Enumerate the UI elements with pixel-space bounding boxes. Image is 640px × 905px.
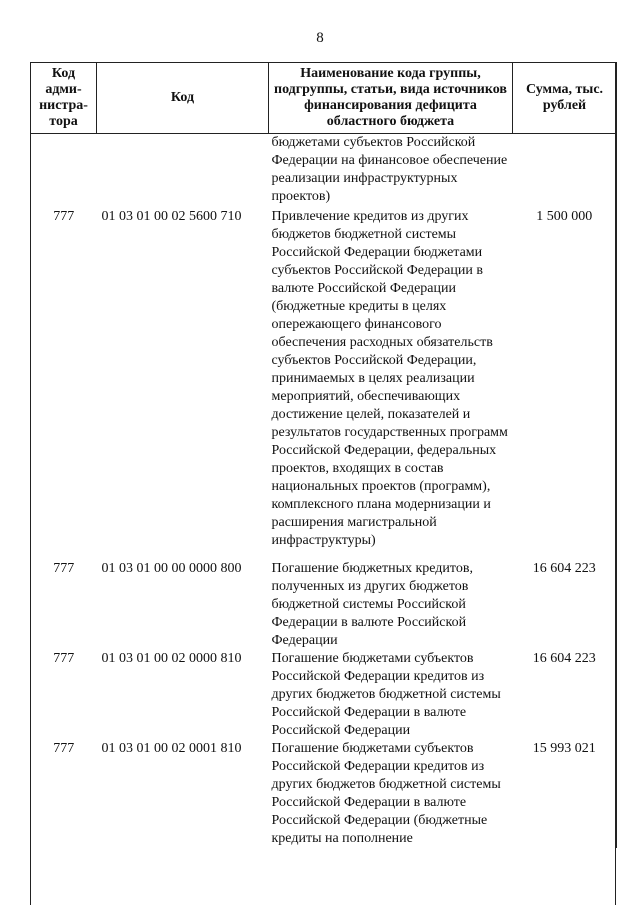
cell-admin: 777 (53, 650, 75, 666)
table-row (31, 134, 617, 208)
table-row (31, 560, 617, 650)
page-number: 8 (316, 30, 324, 46)
cell-sum: 16 604 223 (532, 650, 596, 666)
cell-sum: 15 993 021 (532, 740, 596, 756)
cell-code: 01 03 01 00 02 0001 810 (101, 740, 242, 756)
header-name: Наименование кода группы, подгруппы, статьи, вида источников финансирования дефицита областного бюджета (269, 63, 513, 134)
table-border-left (30, 62, 31, 905)
table-row (31, 650, 617, 740)
sources-financing-table (30, 62, 617, 848)
table-border-right (615, 62, 616, 905)
cell-name: Погашение бюджетами субъектов Российской Федерации кредитов из других бюджетов бюджетной системы Российской Федерации в валюте Российской Федерации (271, 650, 501, 738)
header-code: Код (97, 63, 269, 134)
table-row (31, 740, 617, 848)
table-row (31, 208, 617, 560)
table-header-row (31, 63, 617, 134)
cell-admin (31, 134, 97, 208)
cell-name: Погашение бюджетами субъектов Российской Федерации кредитов из других бюджетов бюджетной системы Российской Федерации в валюте Российской Федерации (бюджетные кредиты на пополнение (271, 740, 501, 846)
cell-code (97, 134, 269, 208)
cell-sum: 16 604 223 (532, 560, 596, 576)
cell-admin: 777 (53, 208, 75, 224)
header-admin-code: Код адми-нистра-тора (31, 63, 97, 134)
cell-name: Привлечение кредитов из других бюджетов бюджетной системы Российской Федерации бюджетами субъектов Российской Федерации в валюте Российской Федерации (бюджетные кредиты в целях опережающего финансового обеспечения расходных обязательств субъектов Российской Федерации, принимаемых в целях реализации мероприятий, обеспечивающих достижение целей, показателей и результатов государственных программ Российской Федерации, федеральных проектов, входящих в состав национальных проектов (программ), комплексного плана модернизации и расширения магистральной инфраструктуры) (271, 208, 508, 548)
cell-sum: 1 500 000 (536, 208, 593, 224)
cell-code: 01 03 01 00 00 0000 800 (101, 560, 242, 576)
cell-code: 01 03 01 00 02 0000 810 (101, 650, 242, 666)
cell-admin: 777 (53, 740, 75, 756)
cell-sum (513, 134, 617, 208)
header-sum: Сумма, тыс. рублей (513, 63, 617, 134)
cell-name: бюджетами субъектов Российской Федерации на финансовое обеспечение реализации инфраструктурных проектов) (271, 135, 508, 204)
cell-code: 01 03 01 00 02 5600 710 (101, 208, 242, 224)
cell-name: Погашение бюджетных кредитов, полученных из других бюджетов бюджетной системы Российской Федерации в валюте Российской Федерации (271, 560, 473, 648)
cell-admin: 777 (53, 560, 75, 576)
